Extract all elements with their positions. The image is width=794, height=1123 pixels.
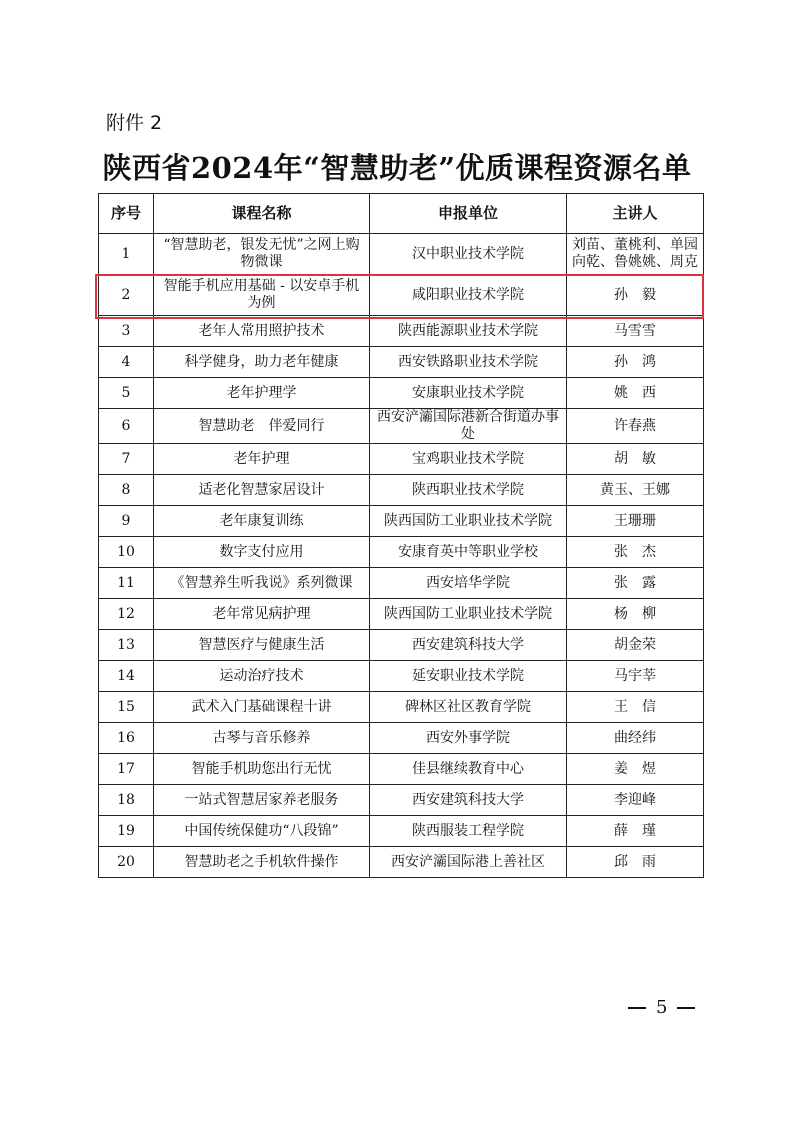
cell-index: 19 — [99, 816, 154, 847]
cell-lecturer: 曲经纬 — [567, 723, 704, 754]
cell-organization: 汉中职业技术学院 — [370, 234, 567, 275]
cell-lecturer: 黄玉、王娜 — [567, 475, 704, 506]
table-header-row — [99, 194, 704, 234]
cell-index: 14 — [99, 661, 154, 692]
cell-organization: 西安建筑科技大学 — [370, 785, 567, 816]
table-row — [99, 409, 704, 444]
table-row — [99, 785, 704, 816]
cell-course-name: “智慧助老，银发无忧”之网上购物微课 — [154, 234, 370, 275]
table-row — [99, 847, 704, 878]
table-row — [99, 816, 704, 847]
attachment-label: 附件 2 — [106, 112, 163, 134]
table-row — [99, 537, 704, 568]
table-row — [99, 692, 704, 723]
cell-organization: 碑林区社区教育学院 — [370, 692, 567, 723]
table-row — [99, 347, 704, 378]
cell-organization: 西安浐灞国际港上善社区 — [370, 847, 567, 878]
cell-lecturer: 邱 雨 — [567, 847, 704, 878]
cell-lecturer: 王 信 — [567, 692, 704, 723]
cell-index: 8 — [99, 475, 154, 506]
header-course-name: 课程名称 — [154, 194, 370, 234]
table-row — [99, 444, 704, 475]
cell-lecturer: 薛 瑾 — [567, 816, 704, 847]
cell-lecturer: 张 露 — [567, 568, 704, 599]
cell-lecturer: 杨 柳 — [567, 599, 704, 630]
cell-index: 1 — [99, 234, 154, 275]
cell-index: 7 — [99, 444, 154, 475]
cell-lecturer: 马宇莘 — [567, 661, 704, 692]
cell-course-name: 老年护理学 — [154, 378, 370, 409]
cell-course-name: 中国传统保健功“八段锦” — [154, 816, 370, 847]
cell-index: 9 — [99, 506, 154, 537]
table-row — [99, 506, 704, 537]
table-row — [99, 630, 704, 661]
cell-course-name: 老年康复训练 — [154, 506, 370, 537]
table-row — [99, 599, 704, 630]
cell-index: 6 — [99, 409, 154, 444]
cell-course-name: 老年护理 — [154, 444, 370, 475]
cell-course-name: 古琴与音乐修养 — [154, 723, 370, 754]
table-row — [99, 568, 704, 599]
header-index: 序号 — [99, 194, 154, 234]
cell-organization: 安康职业技术学院 — [370, 378, 567, 409]
cell-course-name: 适老化智慧家居设计 — [154, 475, 370, 506]
cell-organization: 陕西国防工业职业技术学院 — [370, 506, 567, 537]
cell-index: 4 — [99, 347, 154, 378]
page-number-dash-right — [677, 1007, 695, 1009]
cell-lecturer: 孙 鸿 — [567, 347, 704, 378]
cell-lecturer: 胡 敏 — [567, 444, 704, 475]
table-row — [99, 723, 704, 754]
cell-organization: 西安外事学院 — [370, 723, 567, 754]
cell-index: 11 — [99, 568, 154, 599]
cell-lecturer: 孙 毅 — [567, 275, 704, 316]
cell-organization: 西安培华学院 — [370, 568, 567, 599]
cell-organization: 陕西能源职业技术学院 — [370, 316, 567, 347]
cell-course-name: 一站式智慧居家养老服务 — [154, 785, 370, 816]
cell-lecturer: 李迎峰 — [567, 785, 704, 816]
cell-course-name: 智慧医疗与健康生活 — [154, 630, 370, 661]
header-lecturer: 主讲人 — [567, 194, 704, 234]
cell-course-name: 智能手机助您出行无忧 — [154, 754, 370, 785]
cell-organization: 宝鸡职业技术学院 — [370, 444, 567, 475]
cell-course-name: 智慧助老 伴爱同行 — [154, 409, 370, 444]
cell-course-name: 老年常见病护理 — [154, 599, 370, 630]
cell-course-name: 智能手机应用基础 - 以安卓手机为例 — [154, 275, 370, 316]
table-row — [99, 316, 704, 347]
cell-index: 20 — [99, 847, 154, 878]
table-row — [99, 475, 704, 506]
cell-organization: 咸阳职业技术学院 — [370, 275, 567, 316]
cell-course-name: 老年人常用照护技术 — [154, 316, 370, 347]
cell-lecturer: 胡金荣 — [567, 630, 704, 661]
cell-lecturer: 王珊珊 — [567, 506, 704, 537]
cell-organization: 陕西职业技术学院 — [370, 475, 567, 506]
cell-index: 17 — [99, 754, 154, 785]
table-row — [99, 275, 704, 316]
page-number — [628, 997, 695, 1018]
page-number-value: 5 — [656, 997, 668, 1018]
page-title: 陕西省2024年“智慧助老”优质课程资源名单 — [102, 151, 692, 185]
cell-course-name: 《智慧养生听我说》系列微课 — [154, 568, 370, 599]
cell-organization: 佳县继续教育中心 — [370, 754, 567, 785]
course-table — [98, 193, 704, 878]
cell-lecturer: 马雪雪 — [567, 316, 704, 347]
page-number-dash-left — [628, 1007, 646, 1009]
cell-index: 5 — [99, 378, 154, 409]
cell-lecturer: 张 杰 — [567, 537, 704, 568]
cell-organization: 安康育英中等职业学校 — [370, 537, 567, 568]
cell-organization: 西安浐灞国际港新合街道办事处 — [370, 409, 567, 444]
cell-index: 12 — [99, 599, 154, 630]
cell-lecturer: 姚 西 — [567, 378, 704, 409]
cell-course-name: 智慧助老之手机软件操作 — [154, 847, 370, 878]
cell-course-name: 武术入门基础课程十讲 — [154, 692, 370, 723]
cell-organization: 延安职业技术学院 — [370, 661, 567, 692]
cell-organization: 西安铁路职业技术学院 — [370, 347, 567, 378]
cell-organization: 陕西服装工程学院 — [370, 816, 567, 847]
table-row — [99, 661, 704, 692]
table-row — [99, 754, 704, 785]
cell-index: 2 — [99, 275, 154, 316]
cell-course-name: 科学健身，助力老年健康 — [154, 347, 370, 378]
cell-organization: 陕西国防工业职业技术学院 — [370, 599, 567, 630]
cell-index: 15 — [99, 692, 154, 723]
cell-index: 18 — [99, 785, 154, 816]
cell-course-name: 运动治疗技术 — [154, 661, 370, 692]
cell-index: 13 — [99, 630, 154, 661]
cell-organization: 西安建筑科技大学 — [370, 630, 567, 661]
header-organization: 申报单位 — [370, 194, 567, 234]
cell-index: 10 — [99, 537, 154, 568]
cell-course-name: 数字支付应用 — [154, 537, 370, 568]
table-row — [99, 378, 704, 409]
cell-lecturer: 刘苗、董桃利、单园向乾、鲁姚姚、周克 — [567, 234, 704, 275]
table-row — [99, 234, 704, 275]
cell-lecturer: 姜 煜 — [567, 754, 704, 785]
cell-index: 3 — [99, 316, 154, 347]
cell-index: 16 — [99, 723, 154, 754]
cell-lecturer: 许春燕 — [567, 409, 704, 444]
